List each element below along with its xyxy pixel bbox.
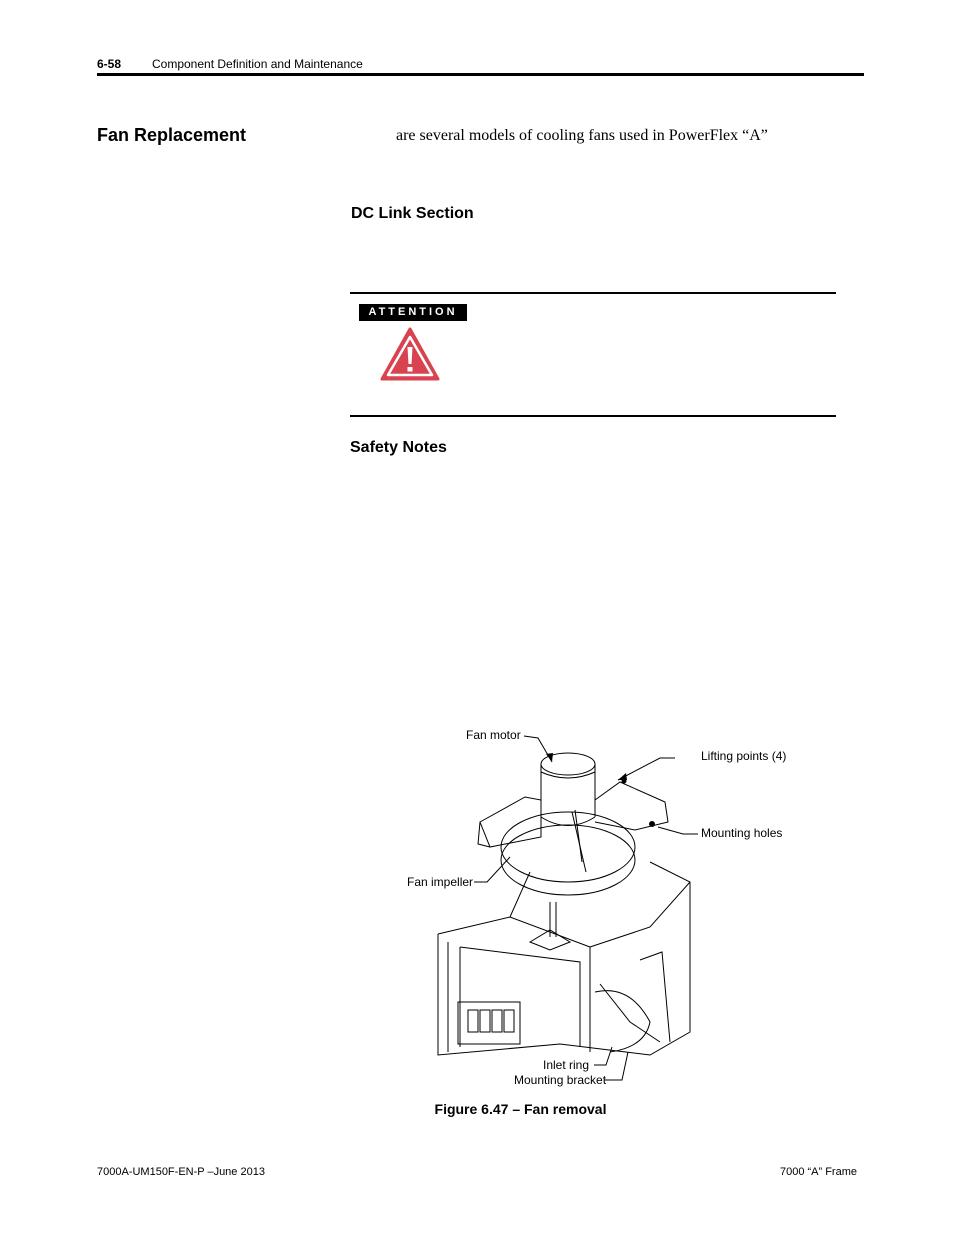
dc-link-heading: DC Link Section: [351, 205, 474, 222]
section-title: Fan Replacement: [97, 125, 247, 145]
label-inlet-ring: Inlet ring: [543, 1058, 590, 1072]
chapter-title: Component Definition and Maintenance: [152, 57, 363, 71]
footer-product: 7000 “A” Frame: [779, 1166, 857, 1178]
attention-rule-bottom: [350, 415, 836, 417]
label-mounting-holes: Mounting holes: [701, 826, 783, 840]
footer-doc-id: 7000A-UM150F-EN-P –June 2013: [97, 1166, 265, 1178]
label-fan-impeller: Fan impeller: [407, 875, 474, 889]
header-rule: [97, 73, 864, 76]
warning-triangle-icon: [380, 327, 440, 381]
label-fan-motor: Fan motor: [466, 728, 521, 742]
safety-notes-heading: Safety Notes: [350, 439, 447, 456]
page-number: 6-58: [97, 57, 122, 71]
intro-text: are several models of cooling fans used in PowerFlex “A”: [396, 127, 768, 144]
label-lifting-points: Lifting points (4): [701, 749, 787, 763]
fan-removal-figure: [400, 722, 800, 1092]
attention-rule-top: [350, 292, 836, 294]
figure-caption: Figure 6.47 – Fan removal: [434, 1101, 607, 1117]
label-mounting-bracket: Mounting bracket: [514, 1073, 607, 1087]
attention-badge: ATTENTION: [359, 304, 467, 321]
